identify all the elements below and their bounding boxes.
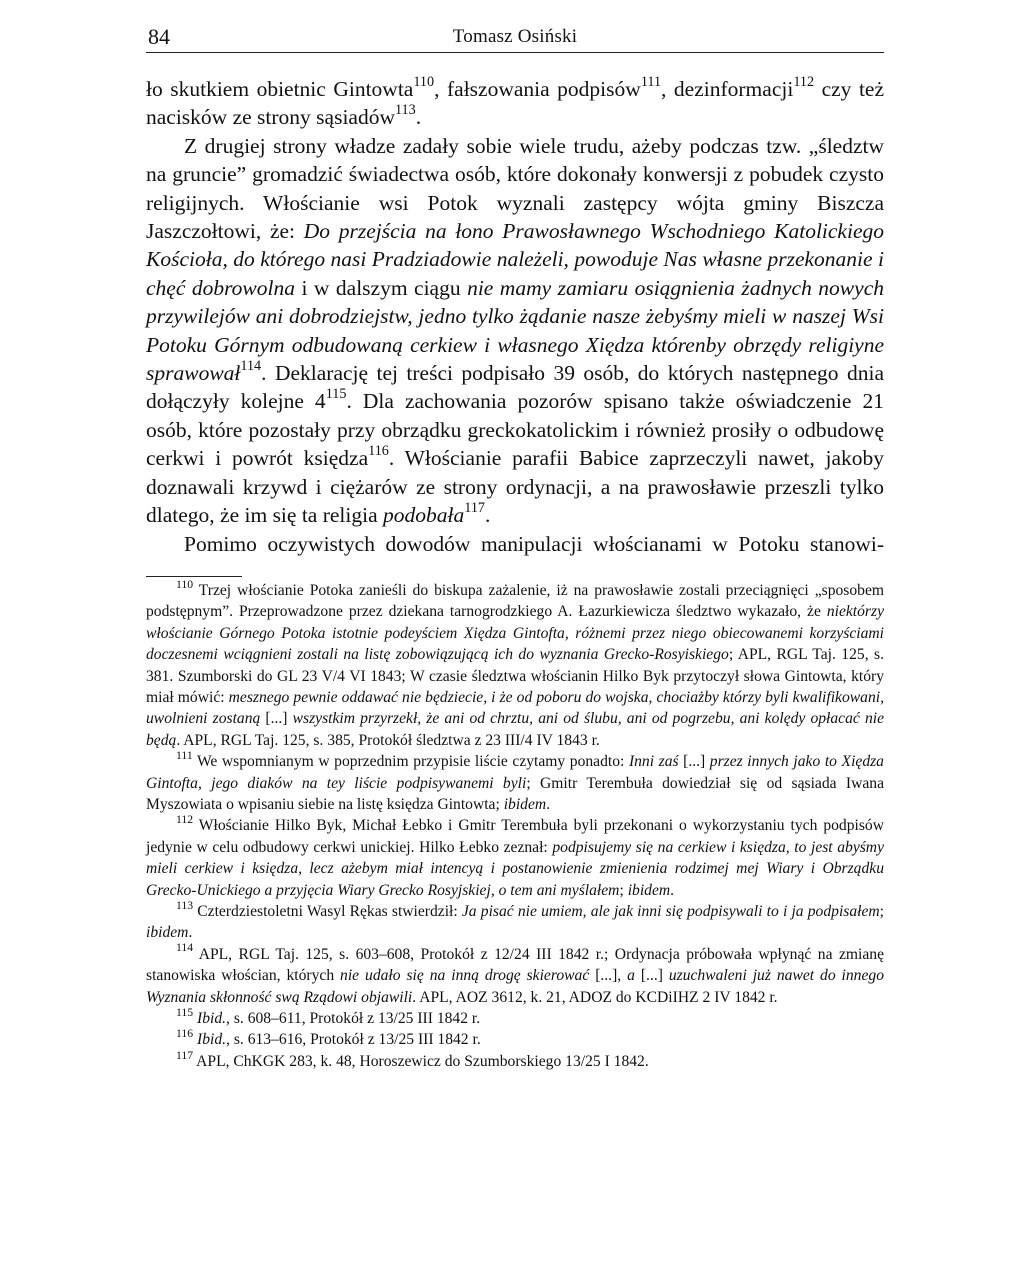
footnote-110: $^{110}$ Trzej włościanie Potoka zanieśli do biskupa zażalenie, iż na prawosławie zostali przeciągnięci „sposobem podstępnym”. Przeprowadzone przez dziekana tarnogrodzkiego A. Łazurkiewicza śledztwo wykazało, że niektórzy włościanie Górnego Potoka istotnie podeyściem Xiędza Gintofta, różnemi przez niego obiecowanemi korzyściami doczesnemi wciągnieni zostali na listę zobowiązującą ich do wyznania Grecko-Rosyiskiego; APL, RGL Taj. 125, s. 381. Szumborski do GL 23 V/4 VI 1843; W czasie śledztwa włościanin Hilko Byk przytoczył słowa Gintowta, który miał mówić: mesznego pewnie oddawać nie będziecie, i że od poboru do wojska, chociażby którzy byli kwalifikowani, uwolnieni zostaną [...] wszystkim przyrzekł, że ani od chrztu, ani od ślubu, ani od pogrzebu, ani kolędy opłacać nie będą. APL, RGL Taj. 125, s. 385, Protokół śledztwa z 23 III/4 IV 1843 r. (146, 577, 885, 749)
footnote-ref-115: 115 (325, 386, 347, 403)
footnote-112: $^{112}$ Włościanie Hilko Byk, Michał Łebko i Gmitr Terembuła byli przekonani o wykorzystaniu tych podpisów jedynie w celu odbudowy cerkwi unickiej. Hilko Łebko zeznał: podpisujemy się na cerkiew i księdza, to jest abyśmy mieli cerkiew i księdza, lecz ażebym miał intencyą i postanowienie zmienienia rodzimej mej Wiary i Obrządku Grecko-Unickiego a przyjęcia Wiary Grecko Rosyjskiej, o tem ani myślałem; ibidem. (146, 813, 884, 899)
footnote-117: $^{117}$ APL, ChKGK 283, k. 48, Horoszewicz do Szumborskiego 13/25 I 1842. (176, 1048, 649, 1070)
footnote-ref-112: 112 (793, 73, 815, 90)
running-header (146, 22, 884, 53)
footnote-ref-116: 116 (368, 443, 389, 459)
page-number: 84 (148, 24, 170, 49)
running-head-author: Tomasz Osiński (452, 26, 578, 47)
footnote-ref-114: 114 (240, 357, 262, 374)
footnote-115: $^{115}$ Ibid., s. 608–611, Protokół z 13/25 III 1842 r. (176, 1005, 481, 1028)
paragraph-continuation: ło skutkiem obietnic Gintowta$^{110}$, fałszowania podpisów$^{111}$, dezinformacji$^{112}$ czy też nacisków ze strony sąsiadów$^{113}$. (146, 73, 885, 130)
paragraph: Z drugiej strony władze zadały sobie wiele trudu, ażeby podczas tzw. „śledztw na gruncie” gromadzić świadectwa osób, które dokonały konwersji z pobudek czysto religijnych. Włościanie wsi Potok wyznali zastępcy wójta gminy Biszcza Jaszczołtowi, że: Do przejścia na łono Prawosławnego Wschodniego Katolickiego Kościoła, do którego nasi Pradziadowie należeli, powoduje Nas własne przekonanie i chęć dobrowolna i w dalszym ciągu nie mamy zamiaru osiągnienia żadnych nowych przywilejów ani dobrodziejstw, jedno tylko żądanie nasze żebyśmy mieli w naszej Wsi Potoku Górnym odbudowaną cerkiew i własnego Xiędza którenby obrzędy religiyne sprawował$^{114}$. Deklarację tej treści podpisało 39 osób, do których następnego dnia dołączyły kolejne $4^{115}$. Dla zachowania pozorów spisano także oświadczenie 21 osób, które pozostały przy obrządku greckokatolickim i również prosiły o odbudowę cerkwi i powrót księdza$^{116}$. Włościanie parafii Babice zaprzeczyli nawet, jakoby doznawali krzywd i ciężarów ze strony ordynacji, a na prawosławie przeszli tylko dlatego, że im się ta religia podobała$^{117}$. (146, 133, 884, 528)
footnote-ref-111: 111 (640, 73, 662, 90)
footnote-114: $^{114}$ APL, RGL Taj. 125, s. 603–608, Protokół z 12/24 III 1842 r.; Ordynacja próbowała wpłynąć na zmianę stanowiska włościan, których nie udało się na inną drogę skierować [...], a [...] uzuchwaleni już nawet do innego Wyznania skłonność swą Rządowi objawili. APL, AOZ 3612, k. 21, ADOZ do KCDiIHZ 2 IV 1842 r. (146, 941, 884, 1006)
footnote-separator (146, 576, 242, 577)
footnote-ref-117: 117 (464, 499, 486, 516)
footnote-116: $^{116}$ Ibid., s. 613–616, Protokół z 13/25 III 1842 r. (176, 1027, 481, 1049)
paragraph: Pomimo oczywistych dowodów manipulacji włościanami w Potoku stanowi- (184, 531, 884, 556)
footnote-ref-110: 110 (413, 73, 435, 90)
footnote-ref-113: 113 (394, 102, 416, 119)
main-text (146, 75, 884, 558)
footnote-113: $^{113}$ Czterdziestoletni Wasyl Rękas stwierdził: Ja pisać nie umiem, ale jak inni się podpisywali to i ja podpisałem; ibidem. (146, 898, 884, 942)
footnotes (146, 577, 885, 1072)
book-page (146, 22, 884, 1072)
footnote-111: $^{111}$ We wspomnianym w poprzednim przypisie liście czytamy ponadto: Inni zaś [...] przez innych jako to Xiędza Gintofta, jego diaków na tey liście podpisywanemi byli; Gmitr Terembuła dowiedział się od sąsiada Iwana Myszowiata o wpisaniu siebie na listę księdza Gintowta; ibidem. (146, 748, 884, 813)
